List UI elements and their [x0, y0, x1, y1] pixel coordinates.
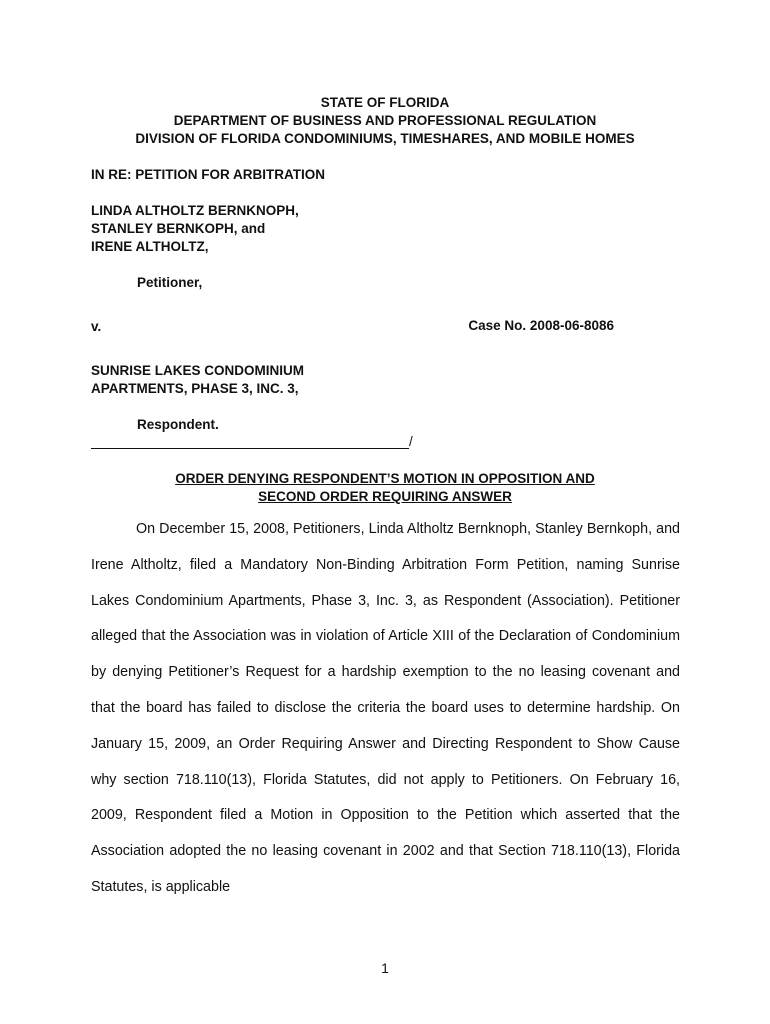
versus-label: v. [91, 319, 102, 334]
page-number: 1 [381, 960, 389, 976]
petitioner-name-2: STANLEY BERNKOPH, and [91, 221, 266, 236]
header-department: DEPARTMENT OF BUSINESS AND PROFESSIONAL REGULATION [173, 113, 597, 128]
petitioner-name-1: LINDA ALTHOLTZ BERNKNOPH, [91, 203, 299, 218]
order-title-line-2: SECOND ORDER REQUIRING ANSWER [258, 489, 512, 504]
order-body [91, 512, 680, 906]
header-state: STATE OF FLORIDA [320, 95, 450, 110]
order-title-line-1: ORDER DENYING RESPONDENT’S MOTION IN OPPOSITION AND [175, 471, 595, 486]
caption-underline [91, 437, 409, 449]
caption-rule [91, 434, 413, 449]
caption-rule-slash: / [409, 434, 413, 449]
petitioner-role: Petitioner, [137, 275, 203, 290]
body-paragraph: On December 15, 2008, Petitioners, Linda Altholtz Bernknoph, Stanley Bernkoph, and Irene Altholtz, filed a Mandatory Non-Binding Arbitration Form Petition, naming Sunrise Lakes Condominium Apartments, Phase 3, Inc. 3, as Respondent (Association). Petitioner alleged that the Association was in violation of Article XIII of the Declaration of Condominium by denying Petitioner’s Request for a hardship exemption to the no leasing covenant and that the board has failed to disclose the criteria the board uses to determine hardship. On January 15, 2009, an Order Requiring Answer and Directing Respondent to Show Cause why section 718.110(13), Florida Statutes, did not apply to Petitioners. On February 16, 2009, Respondent filed a Motion in Opposition to the Petition which asserted that the Association adopted the no leasing covenant in 2002 and that Section 718.110(13), Florida Statutes, is applicable [91, 521, 680, 895]
petitioner-name-3: IRENE ALTHOLTZ, [91, 239, 209, 254]
in-re-line: IN RE: PETITION FOR ARBITRATION [91, 167, 325, 182]
case-number: Case No. 2008-06-8086 [468, 318, 614, 333]
respondent-name-2: APARTMENTS, PHASE 3, INC. 3, [91, 381, 299, 396]
header-division: DIVISION OF FLORIDA CONDOMINIUMS, TIMESHARES, AND MOBILE HOMES [135, 131, 635, 146]
respondent-name-1: SUNRISE LAKES CONDOMINIUM [91, 363, 305, 378]
respondent-role: Respondent. [137, 417, 219, 432]
